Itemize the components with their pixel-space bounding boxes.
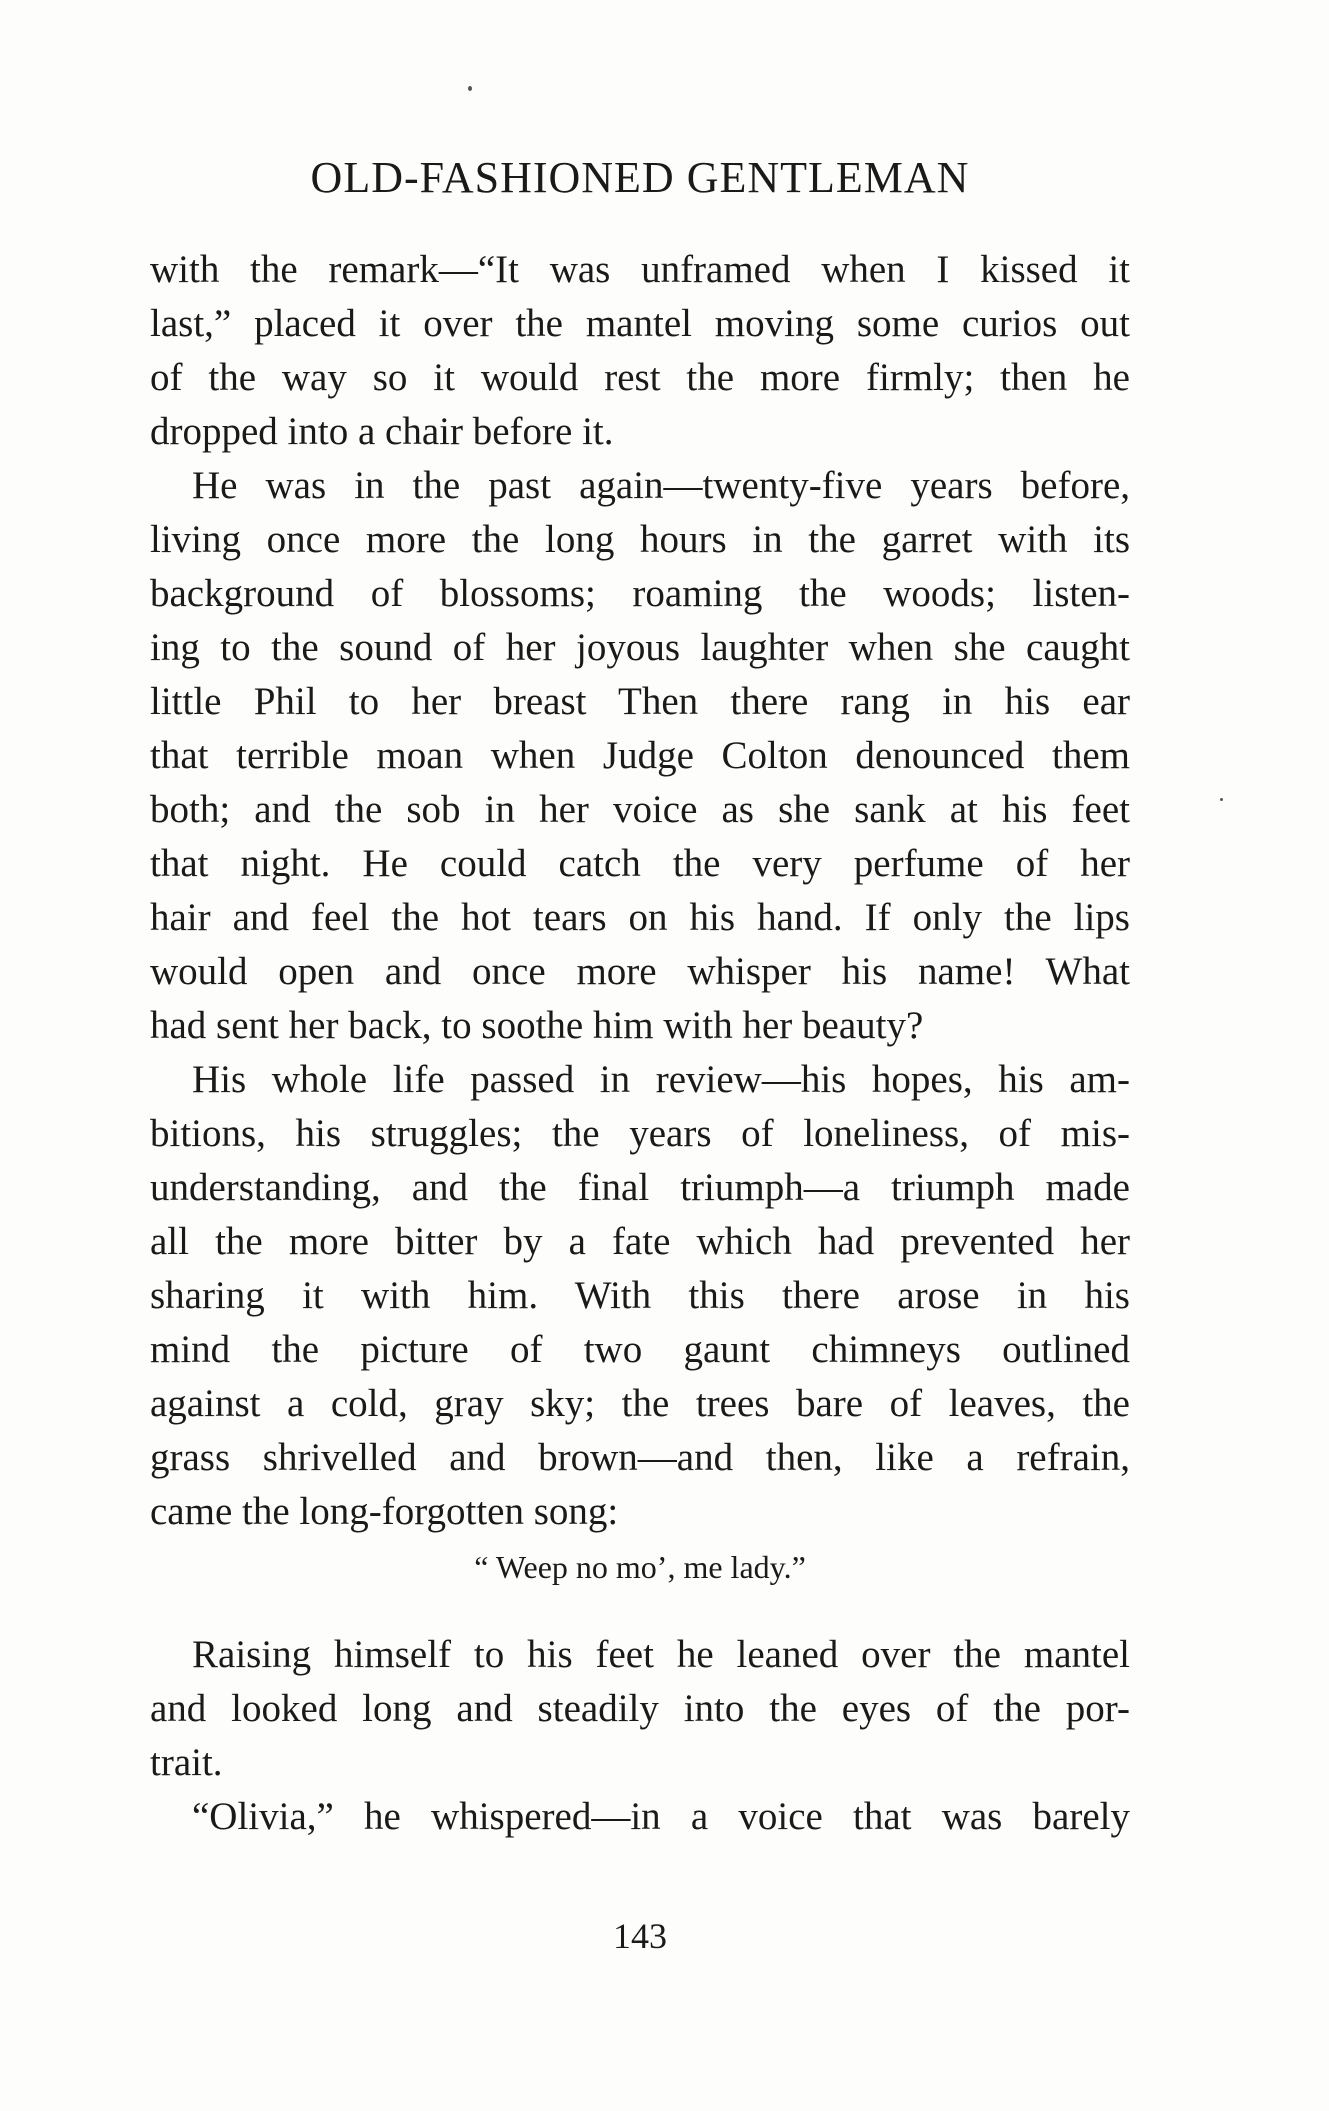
- text-line: dropped into a chair before it.: [150, 410, 614, 453]
- text-line: background of blossoms; roaming the woods; listen-: [150, 572, 1130, 615]
- text-line: with the remark—“It was unframed when I kissed it: [150, 248, 1130, 291]
- text-line: “Olivia,” he whispered—in a voice that was barely: [192, 1795, 1130, 1838]
- text-line: His whole life passed in review—his hopes, his am-: [192, 1058, 1130, 1101]
- running-head: OLD-FASHIONED GENTLEMAN: [310, 153, 970, 202]
- print-speck: [468, 86, 472, 91]
- text-line: and looked long and steadily into the eyes of the por-: [150, 1687, 1130, 1730]
- print-speck: [1220, 798, 1223, 801]
- text-line: ing to the sound of her joyous laughter when she caught: [150, 626, 1130, 669]
- text-line: mind the picture of two gaunt chimneys outlined: [150, 1328, 1130, 1371]
- text-line: both; and the sob in her voice as she sank at his feet: [150, 788, 1130, 831]
- verse-quotation: “ Weep no mo’, me lady.”: [474, 1549, 806, 1585]
- text-line: against a cold, gray sky; the trees bare of leaves, the: [150, 1382, 1130, 1425]
- text-line: He was in the past again—twenty-five years before,: [192, 464, 1130, 507]
- text-line: would open and once more whisper his name! What: [150, 950, 1130, 993]
- text-line: of the way so it would rest the more firmly; then he: [150, 356, 1130, 399]
- text-line: last,” placed it over the mantel moving some curios out: [150, 302, 1130, 345]
- text-line: that night. He could catch the very perfume of her: [150, 842, 1130, 885]
- text-line: little Phil to her breast Then there rang in his ear: [150, 680, 1130, 723]
- text-line: bitions, his struggles; the years of loneliness, of mis-: [150, 1112, 1130, 1155]
- text-line: came the long-forgotten song:: [150, 1490, 619, 1533]
- text-line: hair and feel the hot tears on his hand. If only the lips: [150, 896, 1130, 939]
- text-line: all the more bitter by a fate which had prevented her: [150, 1220, 1130, 1263]
- text-line: that terrible moan when Judge Colton denounced them: [150, 734, 1130, 777]
- text-line: sharing it with him. With this there arose in his: [150, 1274, 1130, 1317]
- text-line: living once more the long hours in the garret with its: [150, 518, 1130, 561]
- text-line: grass shrivelled and brown—and then, like a refrain,: [150, 1436, 1130, 1479]
- text-line: understanding, and the final triumph—a triumph made: [150, 1166, 1130, 1209]
- text-line: Raising himself to his feet he leaned over the mantel: [192, 1633, 1130, 1676]
- page-number: 143: [613, 1916, 667, 1956]
- text-line: had sent her back, to soothe him with her beauty?: [150, 1004, 924, 1047]
- text-line: trait.: [150, 1741, 223, 1784]
